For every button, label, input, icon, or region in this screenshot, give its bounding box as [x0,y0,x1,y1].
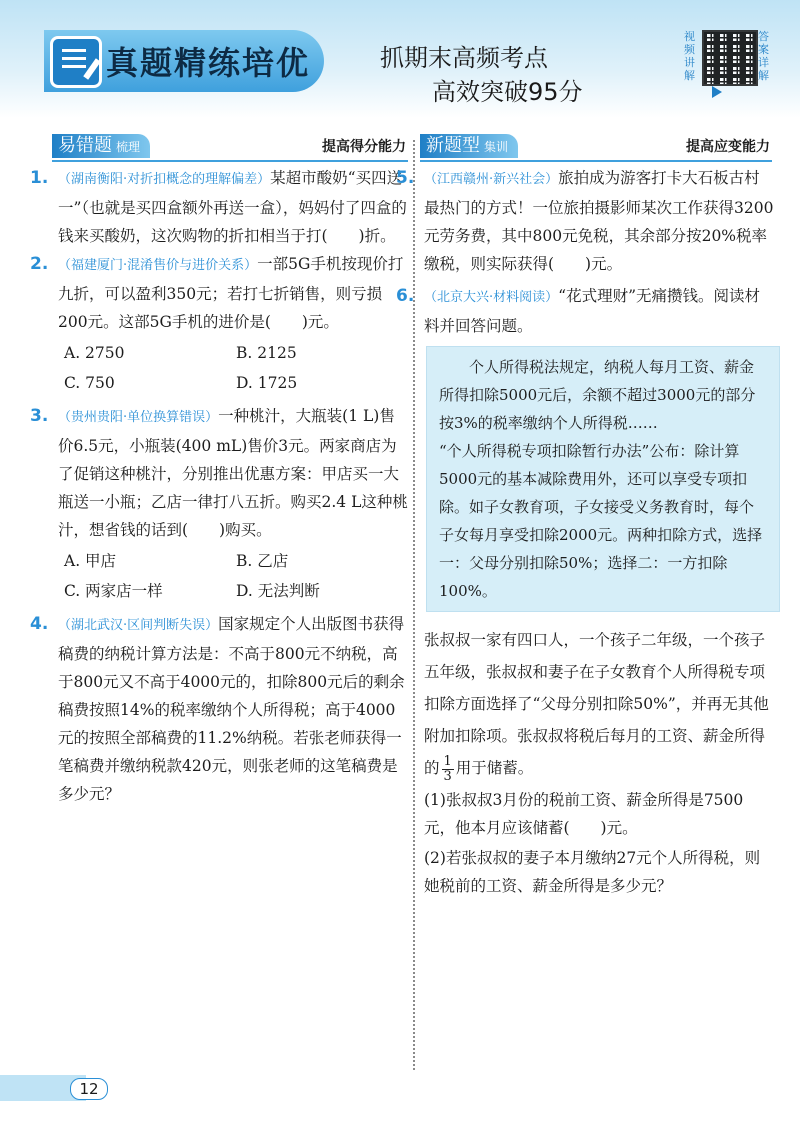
question-body-text-end: 用于储蓄。 [455,759,534,777]
passage-paragraph: “个人所得税专项扣除暂行办法”公布：除计算5000元的基本减除费用外，还可以享受专项扣除。如子女教育项，子女接受义务教育时，每个子女每月享受扣除2000元。两种扣除方式，选择一：父母分别扣除50%；选择二：一方扣除100%。 [439,442,763,600]
option-c[interactable]: C. 两家店一样 [64,582,163,600]
question-body [424,624,774,784]
question-text: 一种桃汁，大瓶装(1 L)售价6.5元，小瓶装(400 mL)售价3元。两家商店为了促销这种桃汁，分别推出优惠方案：甲店买一大瓶送一小瓶；乙店一律打八五折。购买2.4 L这种桃汁，想省钱的话到( )购买。 [58,407,408,539]
passage-paragraph: 个人所得税法规定，纳税人每月工资、薪金所得扣除5000元后，余额不超过3000元的部分按3%的税率缴纳个人所得税…… [439,358,756,432]
option-d[interactable]: D. 1725 [236,374,298,392]
qr-label-video: 视频讲解 [684,30,695,82]
question-tag: （贵州贵阳·单位换算错误） [58,410,219,425]
question-text: 某超市酸奶“买四送一”（也就是买四盒额外再送一盒），妈妈付了四盒的钱来买酸奶，这次购物的折扣相当于打( )折。 [58,169,407,245]
question-number: 6. [396,286,415,306]
right-section-subtitle: 提高应变能力 [686,139,770,155]
left-section-subtitle: 提高得分能力 [322,139,406,155]
sub-question-2: (2)若张叔叔的妻子本月缴纳27元个人所得税，则她税前的工资、薪金所得是多少元？ [424,849,761,895]
question-2 [30,250,408,398]
question-4 [30,610,408,808]
notebook-pen-icon [50,36,102,88]
question-number: 4. [30,614,49,634]
question-number: 5. [396,168,415,188]
option-c[interactable]: C. 750 [64,374,115,392]
question-number: 2. [30,254,49,274]
play-icon [712,86,722,98]
option-d[interactable]: D. 无法判断 [236,582,320,600]
page-title: 真题精练培优 [106,44,311,82]
right-section-badge: 新题型 集训 [420,134,518,158]
left-column [30,164,408,808]
option-a[interactable]: A. 甲店 [64,552,117,570]
option-a[interactable]: A. 2750 [64,344,125,362]
option-b[interactable]: B. 乙店 [236,552,289,570]
header-slogan-line2: 高效突破95分 [432,78,583,106]
question-tag: （江西赣州·新兴社会） [424,172,559,187]
answer-options [58,338,408,398]
header-slogan-line1: 抓期末高频考点 [380,44,548,72]
question-text: “花式理财”无痛攒钱。阅读材料并回答问题。 [424,287,760,335]
question-text: 国家规定个人出版图书获得稿费的纳税计算方法是：不高于800元不纳税，高于800元又不高于4000元的，扣除800元后的剩余稿费按照14%的税率缴纳个人所得税；高于4000元的按照全部稿费的11.2%纳税。若张老师获得一笔稿费并缴纳税款420元，则张老师的这笔稿费是多少元？ [58,615,405,803]
right-section-header [420,134,772,162]
left-section-badge: 易错题 梳理 [52,134,150,158]
question-tag: （北京大兴·材料阅读） [424,290,559,305]
left-section-header [52,134,408,162]
question-3 [30,402,408,606]
qr-code-icon[interactable] [702,30,758,86]
question-tag: （湖北武汉·区间判断失误） [58,618,219,633]
question-text: 旅拍成为游客打卡大石板古村最热门的方式！一位旅拍摄影师某次工作获得3200元劳务费，其中800元免税，其余部分按20%税率缴税，则实际获得( )元。 [424,169,774,273]
question-number: 1. [30,168,49,188]
option-b[interactable]: B. 2125 [236,344,297,362]
column-divider [413,140,415,1070]
qr-label-answers: 答案详解 [758,30,769,82]
question-6 [396,282,774,900]
sub-question-1: (1)张叔叔3月份的税前工资、薪金所得是7500元，他本月应该储蓄( )元。 [424,791,744,837]
right-column [396,164,774,900]
question-5 [396,164,774,278]
question-text: 一部5G手机按现价打九折，可以盈利350元；若打七折销售，则亏损200元。这部5G手机的进价是( )元。 [58,255,404,331]
question-tag: （湖南衡阳·对折扣概念的理解偏差） [58,172,271,187]
answer-options [58,546,408,606]
question-body-text: 张叔叔一家有四口人，一个孩子二年级，一个孩子五年级，张叔叔和妻子在子女教育个人所得税专项扣除方面选择了“父母分别扣除50%”，并再无其他附加扣除项。张叔叔将税后每月的工资、薪金所得的 [424,631,769,777]
question-1 [30,164,408,250]
question-tag: （福建厦门·混淆售价与进价关系） [58,258,258,273]
fraction-numerator: 1 [443,753,452,769]
question-number: 3. [30,406,49,426]
page-number: 12 [70,1078,108,1100]
fraction [442,755,454,784]
fraction-denominator: 3 [443,768,452,784]
reading-material-box [426,346,780,612]
